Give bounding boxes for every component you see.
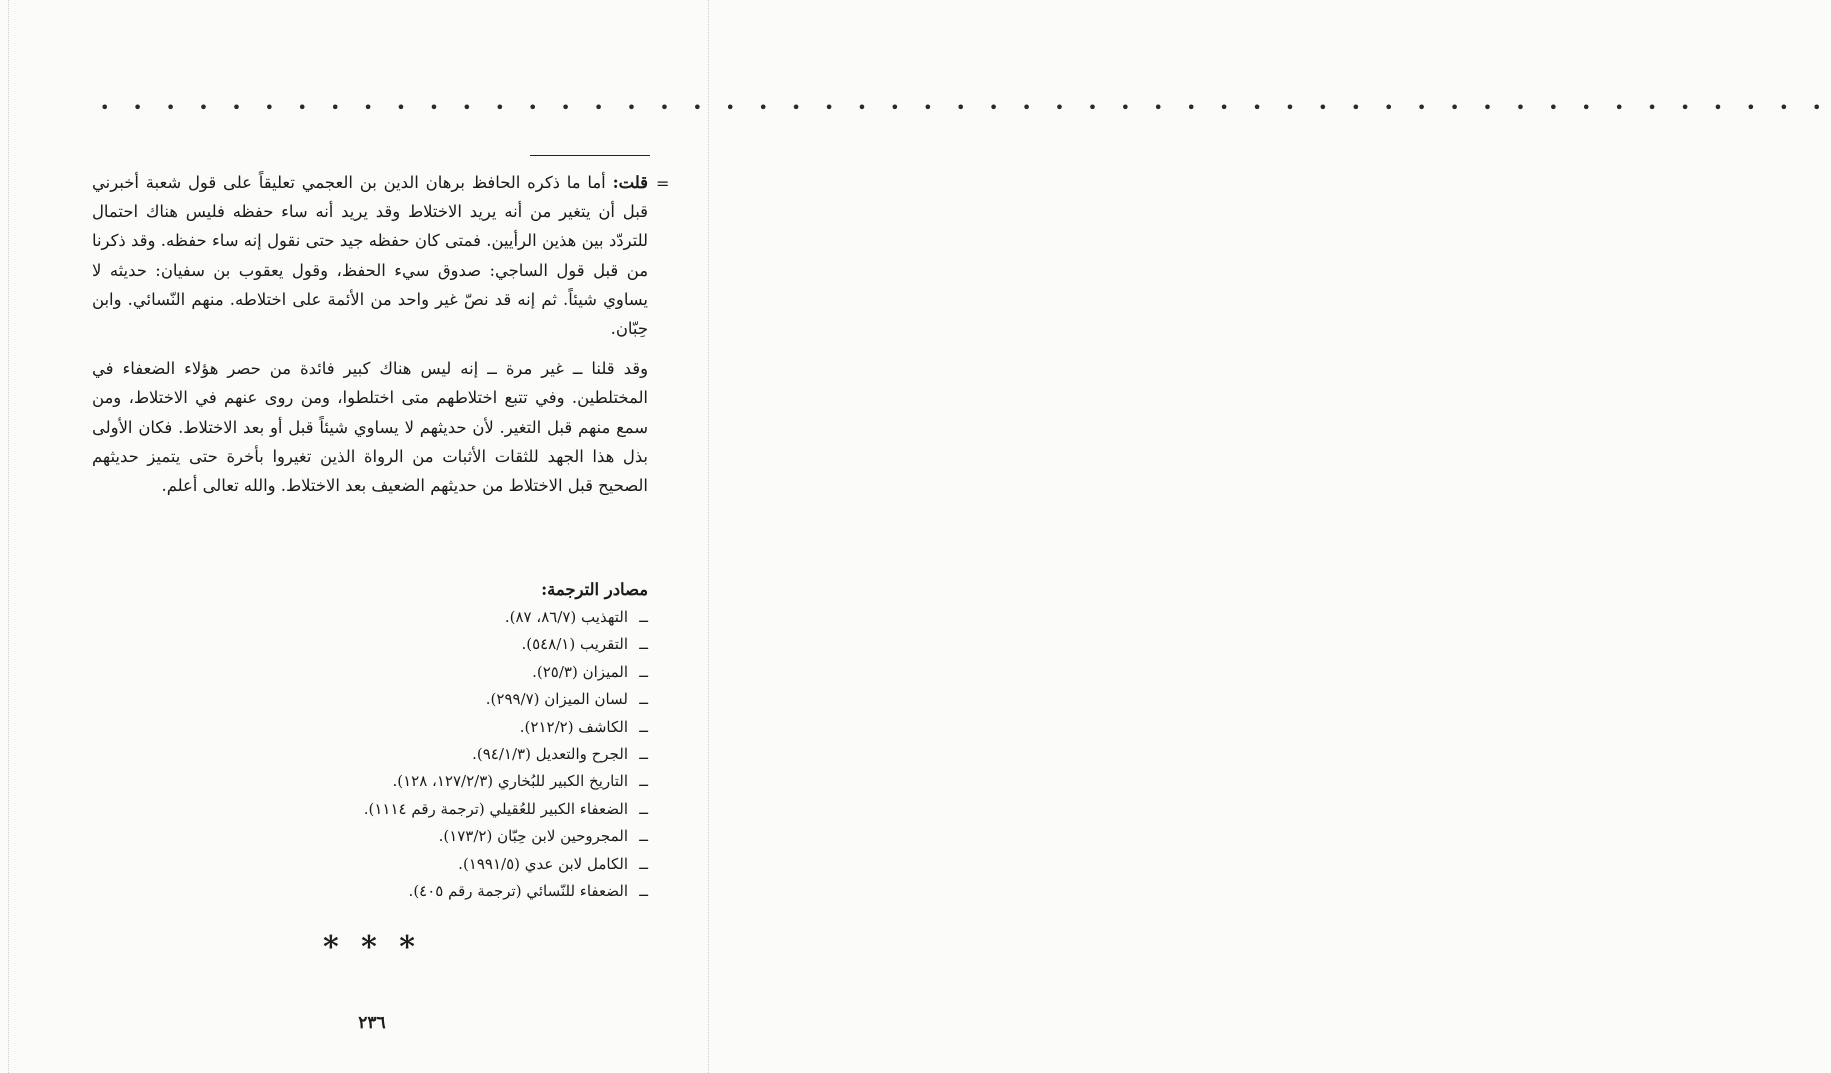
source-dash: ــ — [639, 662, 648, 681]
scan-margin-left — [8, 0, 9, 1073]
main-text — [92, 168, 648, 500]
source-dash: ــ — [639, 608, 648, 626]
scan-margin-right — [708, 0, 709, 1073]
paragraph-2: وقد قلنا ــ غير مرة ــ إنه ليس هناك كبير فائدة من حصر هؤلاء الضعفاء في المختلطين. وفي تتبع اختلاطهم متى اختلطوا، ومن روى عنهم في الاختلاط، ومن سمع منهم قبل التغير. لأن حديثهم لا يساوي شيئاً قبل أو بعد الاختلاط. فكان الأولى بذل هذا الجهد للثقات الأثبات من الرواة الذين تغيروا بأخرة حتى يتميز حديثهم الصحيح قبل الاختلاط من حديثهم الضعيف بعد الاختلاط. والله تعالى أعلم. — [92, 359, 648, 496]
source-text: الضعفاء الكبير للعُقيلي (ترجمة رقم ١١١٤). — [363, 799, 628, 818]
sources-section — [228, 575, 648, 905]
source-text: التهذيب (٨٦/٧، ٨٧). — [504, 608, 628, 626]
section-separator: * * * — [323, 930, 421, 965]
source-dash: ــ — [639, 717, 648, 736]
source-dash: ــ — [639, 882, 648, 901]
source-text: لسان الميزان (٢٩٩/٧). — [485, 690, 628, 709]
source-dash: ــ — [639, 635, 648, 654]
source-dash: ــ — [639, 745, 648, 764]
sources-list — [228, 604, 648, 905]
source-item — [228, 796, 648, 823]
source-item — [228, 823, 648, 850]
source-dash: ــ — [639, 772, 648, 791]
source-dash: ــ — [639, 854, 648, 873]
source-dash: ــ — [639, 690, 648, 709]
source-item — [228, 878, 648, 905]
sources-title: مصادر الترجمة: — [541, 580, 648, 599]
page-number: ٢٣٦ — [358, 1013, 386, 1033]
source-item — [228, 741, 648, 768]
source-text: الكاشف (٢١٢/٢). — [519, 717, 628, 736]
source-item — [228, 768, 648, 795]
source-text: الضعفاء للنّسائي (ترجمة رقم ٤٠٥). — [408, 882, 628, 901]
source-dash: ــ — [639, 827, 648, 846]
source-text: الميزان (٢٥/٣). — [532, 662, 628, 681]
source-item — [228, 851, 648, 878]
source-dash: ــ — [639, 799, 648, 818]
source-item — [228, 604, 648, 631]
source-text: الجرح والتعديل (٩٤/١/٣). — [472, 745, 628, 764]
source-text: الكامل لابن عدي (١٩٩١/٥). — [458, 854, 628, 873]
source-item — [228, 631, 648, 658]
source-text: المجروحين لابن حِبّان (١٧٣/٢). — [438, 827, 628, 846]
paragraph-1 — [92, 168, 648, 343]
source-text: التاريخ الكبير للبُخاري (١٢٧/٢/٣، ١٢٨). — [392, 772, 628, 791]
source-item — [228, 659, 648, 686]
paragraph-1-lead: قلت: — [612, 173, 648, 192]
source-item — [228, 714, 648, 741]
continuation-mark: = — [656, 174, 670, 193]
source-item — [228, 686, 648, 713]
footnote-rule — [530, 155, 650, 156]
source-text: التقريب (٥٤٨/١). — [521, 635, 628, 654]
header-dotted-rule: • • • • • • • • • • • • • • • • • • • • • • • • • • • • • • • • • • • • • • • • • • • • • • • • • • • • • — [100, 98, 1831, 117]
paragraph-1-text: أما ما ذكره الحافظ برهان الدين بن العجمي تعليقاً على قول شعبة أخبرني قبل أن يتغير من أنه يريد الاختلاط وقد يريد أنه ساء حفظه فليس هناك احتمال للتردّد بين هذين الرأيين. فمتى كان حفظه جيد حتى نقول إنه ساء حفظه. وقد ذكرنا من قبل قول الساجي: صدوق سيء الحفظ، وقول يعقوب بن سفيان: حديثه لا يساوي شيئاً. ثم إنه قد نصّ غير واحد من الأئمة على اختلاطه. منهم النّسائي. وابن حِبّان. — [92, 173, 648, 339]
